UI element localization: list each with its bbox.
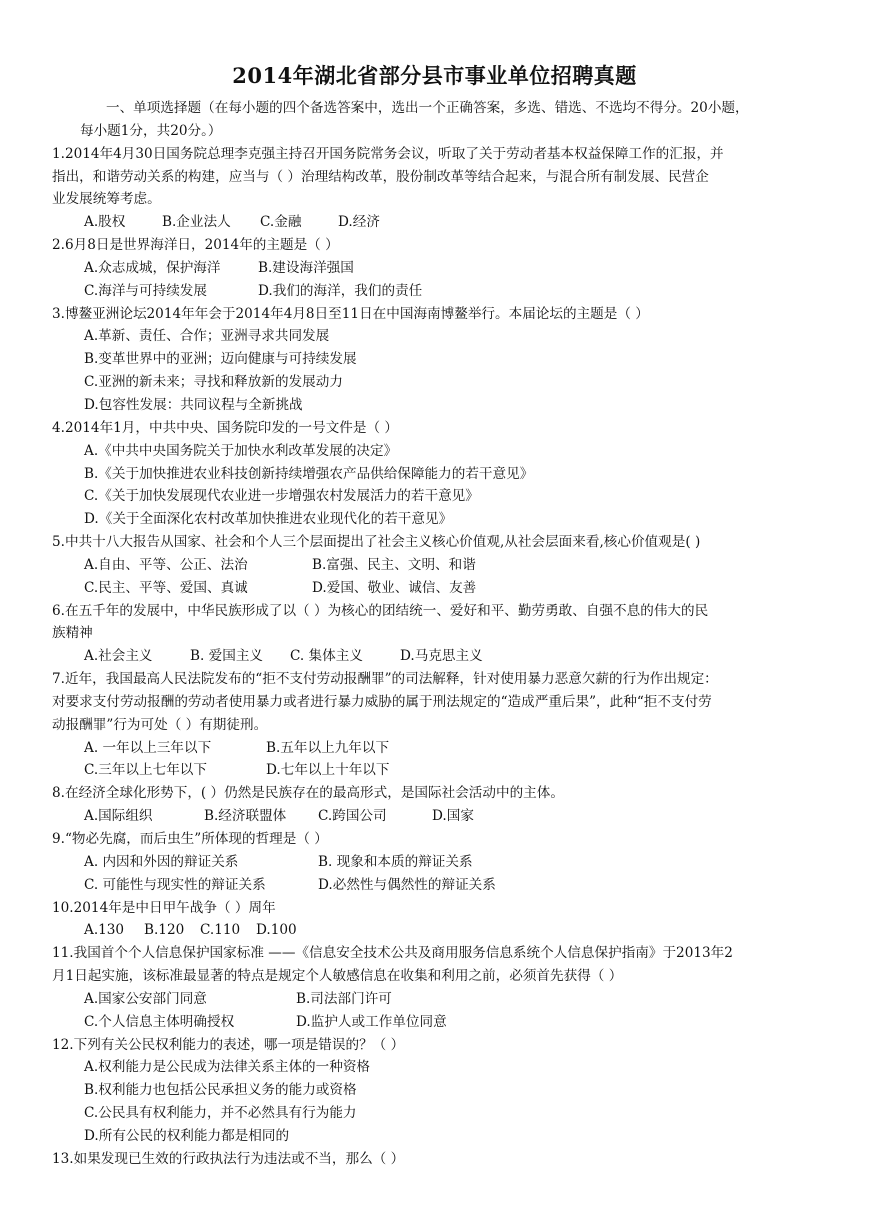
option-d: D.国家 bbox=[432, 808, 474, 825]
question-1-options bbox=[0, 211, 869, 234]
option-a: A. 内因和外因的辩证关系 bbox=[84, 853, 239, 870]
question-2-options bbox=[0, 257, 869, 280]
option-b: B.五年以上九年以下 bbox=[266, 739, 390, 756]
option-d: D.100 bbox=[256, 922, 297, 939]
question-7-text: 7.近年，我国最高人民法院发布的“拒不支付劳动报酬罪”的司法解释，针对使用暴力恶意欠薪的行为作出规定： bbox=[52, 671, 718, 688]
question-2-text: 2.6月8日是世界海洋日，2014年的主题是（ ） bbox=[52, 237, 339, 254]
option-c: C.个人信息主体明确授权 bbox=[84, 1013, 235, 1030]
question-1-text: 1.2014年4月30日国务院总理李克强主持召开国务院常务会议，听取了关于劳动者基本权益保障工作的汇报，并 bbox=[52, 145, 724, 162]
option-b: B.企业法人 bbox=[162, 214, 231, 231]
option-b: B.富强、民主、文明、和谐 bbox=[312, 556, 476, 573]
question-7-text: 动报酬罪”行为可处（ ）有期徒刑。 bbox=[52, 716, 268, 733]
option-d: D.七年以上十年以下 bbox=[266, 762, 390, 779]
option-b: B. 爱国主义 bbox=[190, 648, 264, 665]
question-11-text: 11.我国首个个人信息保护国家标准 ——《信息安全技术公共及商用服务信息系统个人信息保护指南》于2013年2 bbox=[52, 945, 733, 962]
question-7-options bbox=[0, 737, 869, 760]
question-5-options bbox=[0, 577, 869, 600]
option-a: A.革新、责任、合作；亚洲寻求共同发展 bbox=[84, 328, 330, 345]
question-7-text: 对要求支付劳动报酬的劳动者使用暴力或者进行暴力威胁的属于刑法规定的“造成严重后果”，此种“拒不支付劳 bbox=[52, 693, 712, 710]
page-title: 2014年湖北省部分县市事业单位招聘真题 bbox=[232, 63, 637, 88]
question-6-options bbox=[0, 645, 869, 668]
question-12-text: 12.下列有关公民权利能力的表述，哪一项是错误的？（ ） bbox=[52, 1036, 405, 1053]
question-9-text: 9.“物必先腐，而后虫生”所体现的哲理是（ ） bbox=[52, 831, 328, 847]
question-9-options bbox=[0, 851, 869, 874]
question-11-options bbox=[0, 1011, 869, 1034]
question-13-text: 13.如果发现已生效的行政执法行为违法或不当，那么（ ） bbox=[52, 1150, 405, 1167]
option-d: D.经济 bbox=[338, 214, 380, 231]
option-b: B. 现象和本质的辩证关系 bbox=[318, 853, 473, 870]
question-3-text: 3.博鳌亚洲论坛2014年年会于2014年4月8日至11日在中国海南博鳌举行。本届论坛的主题是（ ） bbox=[52, 305, 649, 322]
option-d: D.监护人或工作单位同意 bbox=[296, 1013, 447, 1030]
option-c: C.110 bbox=[200, 922, 241, 939]
option-a: A.权利能力是公民成为法律关系主体的一种资格 bbox=[84, 1059, 371, 1076]
option-a: A. 一年以上三年以下 bbox=[84, 739, 212, 756]
option-a: A.社会主义 bbox=[84, 648, 153, 665]
option-b: B.权利能力也包括公民承担义务的能力或资格 bbox=[84, 1082, 357, 1099]
option-d: D.我们的海洋，我们的责任 bbox=[258, 282, 423, 299]
question-2-options bbox=[0, 280, 869, 303]
question-10-options bbox=[0, 919, 869, 942]
option-a: A.国家公安部门同意 bbox=[84, 990, 207, 1007]
question-9-options bbox=[0, 874, 869, 897]
option-a: A.自由、平等、公正、法治 bbox=[84, 556, 248, 573]
question-4-text: 4.2014年1月，中共中央、国务院印发的一号文件是（ ） bbox=[52, 419, 399, 436]
option-c: C.亚洲的新未来；寻找和释放新的发展动力 bbox=[84, 374, 343, 391]
option-a: A.股权 bbox=[84, 214, 126, 231]
option-a: A.130 bbox=[84, 922, 125, 939]
option-c: C. 集体主义 bbox=[290, 648, 363, 665]
question-8-text: 8.在经济全球化形势下，( ）仍然是民族存在的最高形式，是国际社会活动中的主体。 bbox=[52, 785, 564, 802]
document-body bbox=[0, 97, 869, 1171]
question-5-text: 5.中共十八大报告从国家、社会和个人三个层面提出了社会主义核心价值观,从社会层面来看,核心价值观是( ) bbox=[52, 534, 701, 551]
option-c: C.金融 bbox=[260, 214, 302, 231]
option-d: D.包容性发展：共同议程与全新挑战 bbox=[84, 396, 303, 413]
option-c: C.民主、平等、爱国、真诚 bbox=[84, 579, 248, 596]
question-6-text: 族精神 bbox=[52, 625, 93, 642]
question-11-text: 月1日起实施，该标准最显著的特点是规定个人敏感信息在收集和利用之前，必须首先获得（ ） bbox=[52, 968, 623, 985]
option-d: D.爱国、敬业、诚信、友善 bbox=[312, 579, 477, 596]
option-c: C.《关于加快发展现代农业进一步增强农村发展活力的若干意见》 bbox=[84, 488, 479, 505]
question-5-options bbox=[0, 554, 869, 577]
option-d: D.《关于全面深化农村改革加快推进农业现代化的若干意见》 bbox=[84, 511, 453, 528]
question-8-options bbox=[0, 805, 869, 828]
option-b: B.120 bbox=[144, 922, 185, 939]
option-a: A.众志成城，保护海洋 bbox=[84, 259, 221, 276]
question-6-text: 6.在五千年的发展中，中华民族形成了以（ ）为核心的团结统一、爱好和平、勤劳勇敢、自强不息的伟大的民 bbox=[52, 602, 709, 619]
section-instruction-cont: 每小题1分，共20分。） bbox=[80, 122, 222, 139]
question-1-text: 业发展统筹考虑。 bbox=[52, 191, 161, 208]
option-c: C.跨国公司 bbox=[318, 808, 387, 825]
option-c: C.公民具有权利能力，并不必然具有行为能力 bbox=[84, 1105, 357, 1122]
question-11-options bbox=[0, 988, 869, 1011]
option-b: B.司法部门许可 bbox=[296, 990, 392, 1007]
option-c: C. 可能性与现实性的辩证关系 bbox=[84, 876, 266, 893]
question-10-text: 10.2014年是中日甲午战争（ ）周年 bbox=[52, 899, 276, 916]
option-b: B.建设海洋强国 bbox=[258, 259, 354, 276]
option-b: B.经济联盟体 bbox=[204, 808, 287, 825]
option-c: C.三年以上七年以下 bbox=[84, 762, 207, 779]
option-d: D.所有公民的权利能力都是相同的 bbox=[84, 1127, 290, 1144]
option-d: D.马克思主义 bbox=[400, 648, 483, 665]
option-d: D.必然性与偶然性的辩证关系 bbox=[318, 876, 496, 893]
option-b: B.变革世界中的亚洲；迈向健康与可持续发展 bbox=[84, 351, 357, 368]
option-a: A.《中共中央国务院关于加快水利改革发展的决定》 bbox=[84, 442, 398, 459]
option-c: C.海洋与可持续发展 bbox=[84, 282, 207, 299]
question-1-text: 指出，和谐劳动关系的构建，应当与（ ）治理结构改革，股份制改革等结合起来，与混合所有制发展、民营企 bbox=[52, 168, 709, 185]
section-instruction: 一、单项选择题（在每小题的四个备选答案中，选出一个正确答案，多选、错选、不选均不得分。20小题， bbox=[106, 100, 749, 116]
option-a: A.国际组织 bbox=[84, 808, 153, 825]
option-b: B.《关于加快推进农业科技创新持续增强农产品供给保障能力的若干意见》 bbox=[84, 465, 534, 482]
question-7-options bbox=[0, 759, 869, 782]
